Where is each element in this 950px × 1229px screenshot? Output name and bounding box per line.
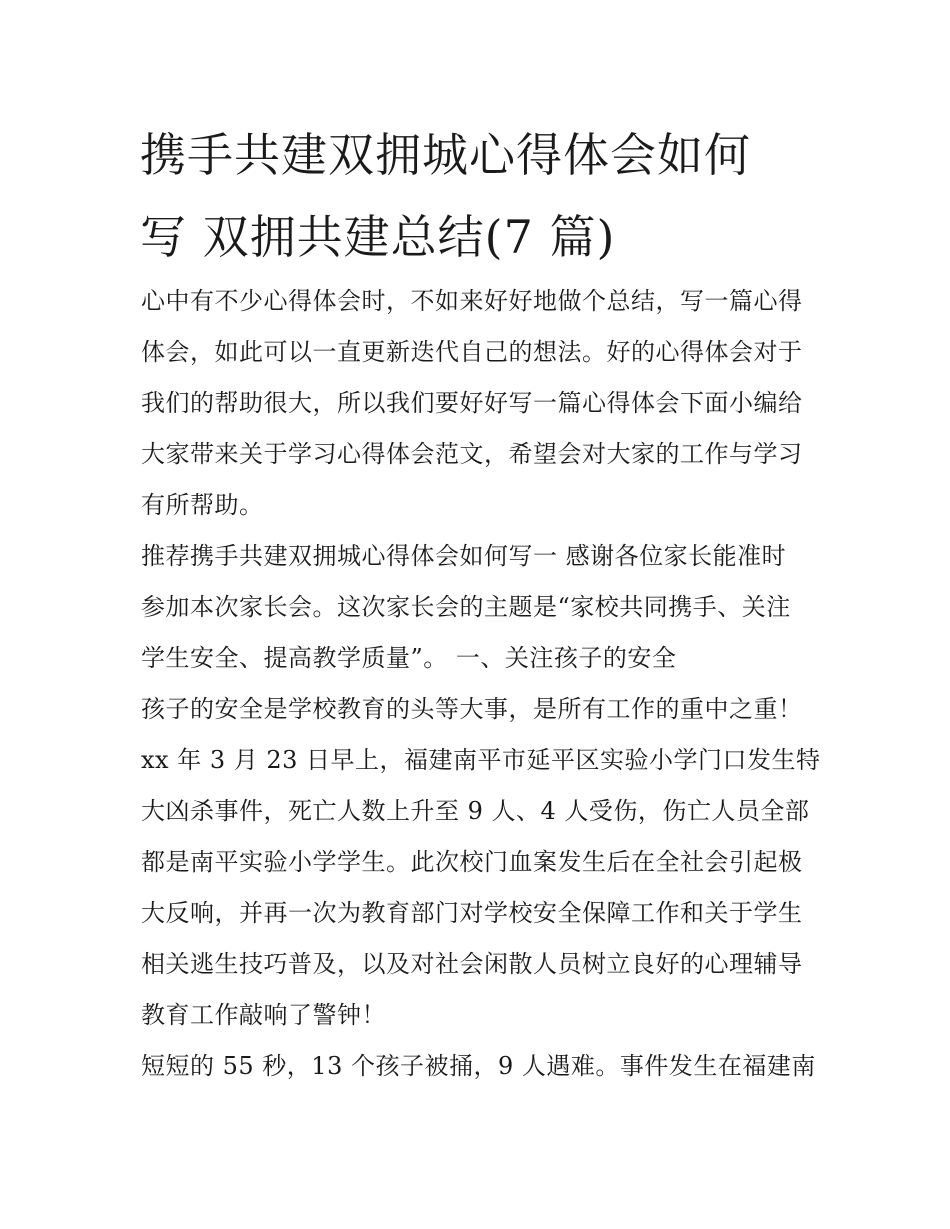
body-line: 我们的帮助很大，所以我们要好好写一篇心得体会下面小编给 xyxy=(141,389,803,417)
document-title xyxy=(140,114,830,278)
body-line: 学生安全、提高教学质量”。 一、关注孩子的安全 xyxy=(141,644,677,672)
body-line: 大家带来关于学习心得体会范文，希望会对大家的工作与学习 xyxy=(141,440,803,468)
document-body xyxy=(141,276,831,1092)
body-line: 心中有不少心得体会时，不如来好好地做个总结，写一篇心得 xyxy=(141,287,803,315)
body-line: 大凶杀事件，死亡人数上升至 9 人、4 人受伤，伤亡人员全部 xyxy=(141,797,810,825)
body-line: 孩子的安全是学校教育的头等大事，是所有工作的重中之重！ xyxy=(141,695,803,723)
body-line: 大反响，并再一次为教育部门对学校安全保障工作和关于学生 xyxy=(141,899,803,927)
body-line: 短短的 55 秒，13 个孩子被捅，9 人遇难。事件发生在福建南 xyxy=(141,1052,816,1080)
body-line: 参加本次家长会。这次家长会的主题是“家校共同携手、关注 xyxy=(141,593,791,621)
body-line: xx 年 3 月 23 日早上，福建南平市延平区实验小学门口发生特 xyxy=(141,746,821,774)
body-line: 都是南平实验小学学生。此次校门血案发生后在全社会引起极 xyxy=(141,848,803,876)
title-line: 写 双拥共建总结(7 篇) xyxy=(140,210,616,264)
body-line: 推荐携手共建双拥城心得体会如何写一 感谢各位家长能准时 xyxy=(141,542,787,570)
body-line: 有所帮助。 xyxy=(141,491,264,519)
title-line: 携手共建双拥城心得体会如何 xyxy=(140,128,751,182)
body-line: 体会，如此可以一直更新迭代自己的想法。好的心得体会对于 xyxy=(141,338,803,366)
body-line: 教育工作敲响了警钟！ xyxy=(141,1001,386,1029)
body-line: 相关逃生技巧普及，以及对社会闲散人员树立良好的心理辅导 xyxy=(141,950,803,978)
